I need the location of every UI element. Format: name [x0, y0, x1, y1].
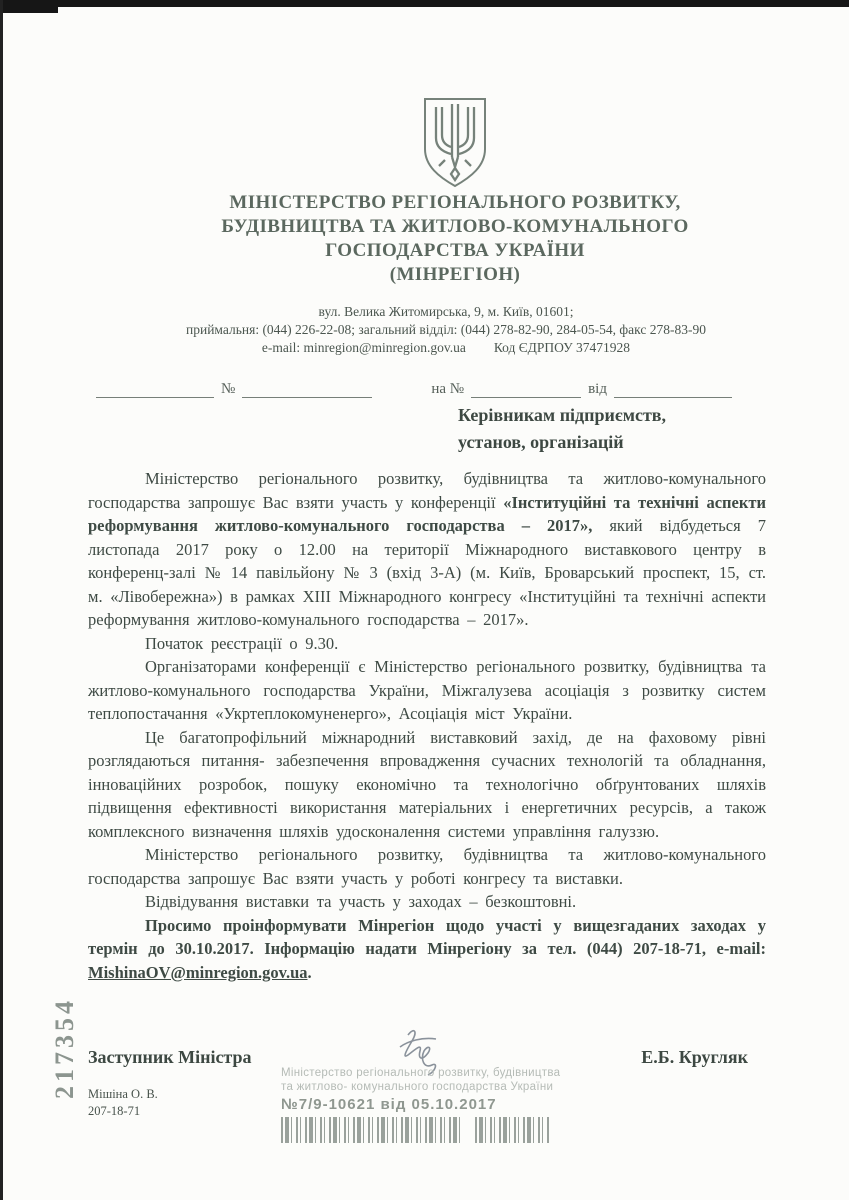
paragraph-text: який відбудеться 7 листопада 2017 року о 12.00 на території Міжнародного виставкового центру в конференц-залі № 14 павільйону № 3 (вхід 3-А) (м. Київ, Броварський проспект, 15, ст. м. «Лівобережна») в рамках XIII Міжнародного конгресу «Інституційні та технічні аспекти реформування житлово-комунального господарства – 2017».: [88, 516, 766, 629]
paragraph-text: Міністерство регіонального розвитку, будівництва та житлово-комунального господарства запрошує Вас взяти участь у конференції: [88, 469, 766, 512]
barcode-icon: [475, 1117, 551, 1143]
paragraph-congress-invitation: Міністерство регіонального розвитку, будівництва та житлово-комунального господарства запрошує Вас взяти участь у роботі конгресу та виставки.: [88, 845, 766, 888]
ministry-title-line: (МІНРЕГІОН): [389, 264, 521, 285]
executor-phone: 207-18-71: [88, 1104, 141, 1118]
signatory-name: Е.Б. Кругляк: [641, 1047, 748, 1067]
ref-number-label: №: [221, 381, 236, 397]
executor-name: Мішіна О. В.: [88, 1087, 158, 1101]
paragraph-event-description: Це багатопрофільний міжнародний виставковий захід, де на фаховому рівні розглядаються питання- забезпечення впровадження сучасних технологій та обладнання, інноваційних розробок, пошуку економічно та технологічно обґрунтованих шляхів підвищення ефективності використання матеріальних і енергетичних ресурсів, а також комплексного визначення шляхів удосконалення системи управління галуззю.: [88, 727, 766, 841]
paragraph-rsvp: [88, 914, 766, 985]
ministry-title-line: БУДІВНИЦТВА ТА ЖИТЛОВО-КОМУНАЛЬНОГО: [221, 216, 689, 237]
ref-from-label: від: [588, 381, 607, 397]
signatory-position: Заступник Міністра: [88, 1047, 252, 1067]
ministry-phones-line: приймальня: (044) 226-22-08; загальний відділ: (044) 278-82-90, 284-05-54, факс 278-83-90: [186, 322, 706, 337]
paragraph-free-attendance: Відвідування виставки та участь у заходах – безкоштовні.: [145, 892, 577, 911]
ref-reply-to-label: на №: [431, 381, 465, 397]
scan-edge-left: [0, 0, 3, 1200]
ministry-title-line: ГОСПОДАРСТВА УКРАЇНИ: [325, 240, 585, 261]
addressee-line: Керівникам підприємств,: [458, 405, 667, 425]
barcode-icon: [281, 1117, 463, 1143]
ministry-email: e-mail: minregion@minregion.gov.ua: [261, 340, 466, 355]
contact-email: MishinaOV@minregion.gov.ua: [88, 962, 308, 982]
ministry-title-line: МІНІСТЕРСТВО РЕГІОНАЛЬНОГО РОЗВИТКУ,: [229, 192, 681, 213]
ministry-edrpou-code: Код ЄДРПОУ 37471928: [493, 340, 631, 355]
stamp-registration-number: №7/9-10621 від 05.10.2017: [281, 1096, 497, 1113]
ministry-contact-block: [66, 303, 826, 357]
ministry-title: [110, 191, 800, 287]
executor-block: [88, 1086, 158, 1120]
stamp-barcode-row: [281, 1117, 611, 1143]
paragraph-organizers: Організаторами конференції є Міністерство регіонального розвитку, будівництва та житлово-комунального господарства України, Міжгалузева асоціація з розвитку систем теплопостачання «Укртеплокомуненерго», Асоціація міст України.: [88, 657, 766, 723]
addressee-block: [458, 402, 738, 456]
scan-edge-notch: [0, 0, 58, 13]
addressee-line: установ, організацій: [458, 432, 624, 452]
paragraph-invitation: [88, 467, 766, 632]
stamp-line: Міністерство регіонального розвитку, будівництва: [281, 1067, 561, 1079]
rsvp-text: Просимо проінформувати Мінрегіон щодо участі у вищезгаданих заходах у термін до 30.10.2017. Інформацію надати Мінрегіону за тел. (044) 207-18-71, e-mail:: [88, 915, 766, 958]
ministry-email-line: [66, 339, 826, 357]
conference-title-bold: «Інституційні та технічні аспекти реформування житлово-комунального господарства – 2017»,: [88, 492, 766, 535]
reference-number-row: [96, 381, 758, 398]
letter-body: [88, 467, 766, 984]
ref-from-date-blank-line: [614, 382, 732, 398]
stamp-line: та житлово- комунального господарства України: [281, 1081, 554, 1093]
ukraine-trident-emblem-icon: [418, 94, 492, 194]
scan-edge-top: [0, 0, 849, 7]
registration-stamp: [281, 1066, 611, 1143]
ref-number-blank-line: [242, 382, 372, 398]
ministry-address-line: вул. Велика Житомирська, 9, м. Київ, 01601;: [318, 304, 574, 319]
rsvp-period: .: [307, 962, 312, 982]
ref-date-blank-line: [96, 382, 214, 398]
margin-registration-number: 217354: [50, 997, 79, 1099]
ref-reply-number-blank-line: [471, 382, 581, 398]
paragraph-registration: Початок реєстрації о 9.30.: [145, 633, 339, 653]
